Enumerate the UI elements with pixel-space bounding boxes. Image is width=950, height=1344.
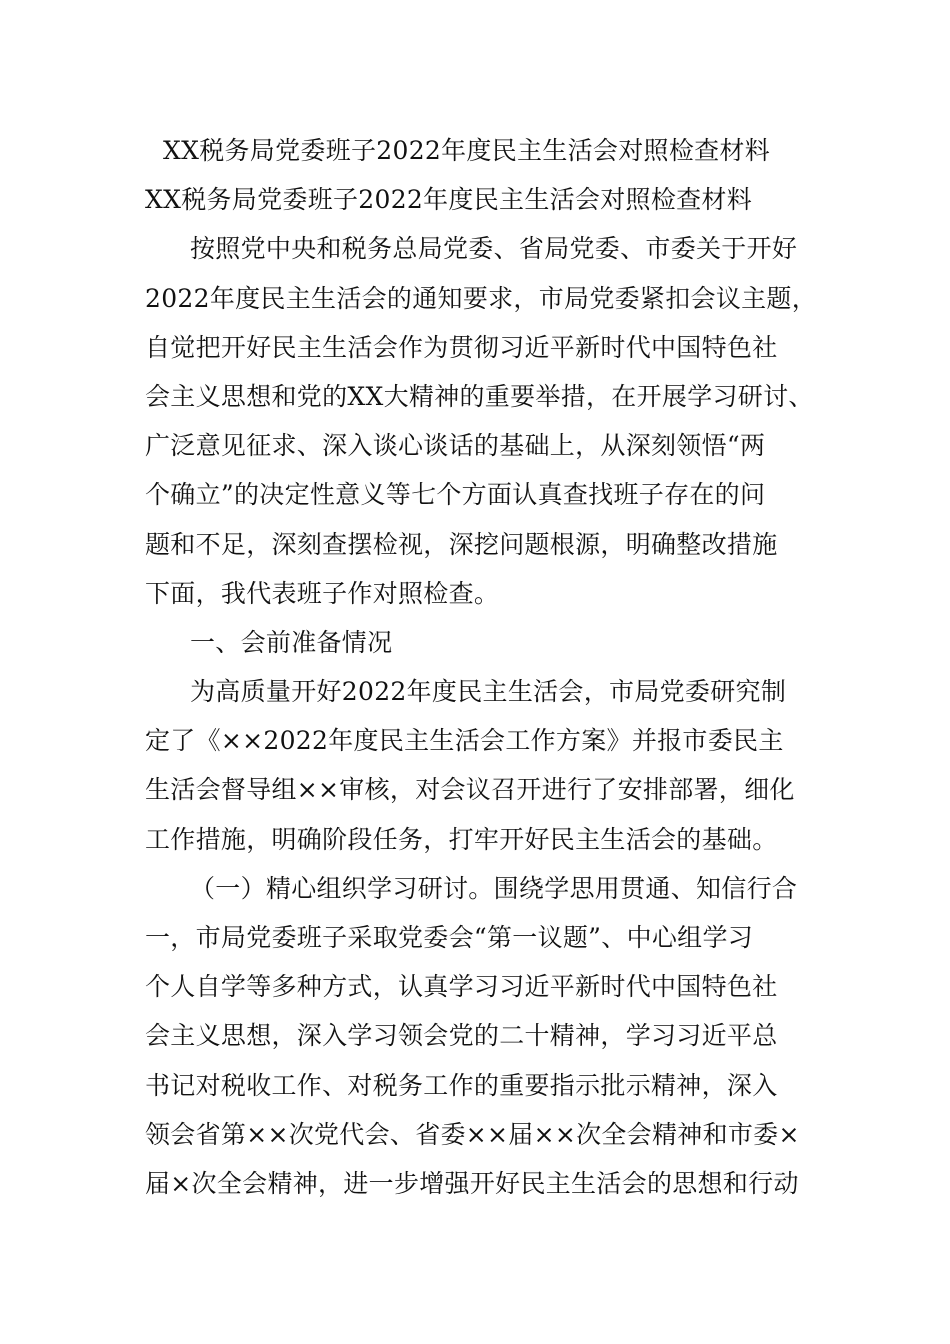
paragraph-line: 个确立”的决定性意义等七个方面认真查找班子存在的问 [145,480,766,510]
paragraph-line: （一）精心组织学习研讨。围绕学思用贯通、知信行合 [190,873,798,903]
paragraph-line: 个人自学等多种方式，认真学习习近平新时代中国特色社 [145,972,778,1002]
paragraph-line: 工作措施，明确阶段任务，打牢开好民主生活会的基础。 [145,824,778,854]
paragraph-line: 一，市局党委班子采取党委会“第一议题”、中心组学习 [145,923,754,952]
paragraph-line: 广泛意见征求、深入谈心谈话的基础上，从深刻领悟“两 [145,431,766,461]
paragraph-line: 届×次全会精神，进一步增强开好民主生活会的思想和行动 [145,1168,799,1198]
paragraph-line: 按照党中央和税务总局党委、省局党委、市委关于开好 [190,234,798,264]
paragraph-line: 2022年度民主生活会的通知要求，市局党委紧扣会议主题， [145,283,818,313]
document-page [145,126,818,1208]
paragraph-line: 领会省第××次党代会、省委××届××次全会精神和市委× [145,1119,800,1149]
document-body [145,224,818,1208]
document-title-header: XX税务局党委班子2022年度民主生活会对照检查材料 [163,136,771,165]
paragraph-line: 定了《××2022年度民主生活会工作方案》并报市委民主 [145,726,784,756]
paragraph-line: 会主义思想和党的XX大精神的重要举措，在开展学习研讨、 [145,381,814,411]
paragraph-line: 生活会督导组××审核，对会议召开进行了安排部署，细化 [145,775,795,805]
paragraph-line: 为高质量开好2022年度民主生活会，市局党委研究制 [190,677,787,707]
document-title: XX税务局党委班子2022年度民主生活会对照检查材料 [145,185,753,215]
paragraph-line: 题和不足，深刻查摆检视，深挖问题根源，明确整改措施 [145,529,778,559]
paragraph-line: 书记对税收工作、对税务工作的重要指示批示精神，深入 [145,1070,778,1100]
paragraph-line: 会主义思想，深入学习领会党的二十精神，学习习近平总 [145,1021,778,1051]
paragraph-line: 一、会前准备情况 [190,627,393,657]
paragraph-line: 下面，我代表班子作对照检查。 [145,578,500,608]
paragraph-line: 自觉把开好民主生活会作为贯彻习近平新时代中国特色社 [145,332,778,362]
